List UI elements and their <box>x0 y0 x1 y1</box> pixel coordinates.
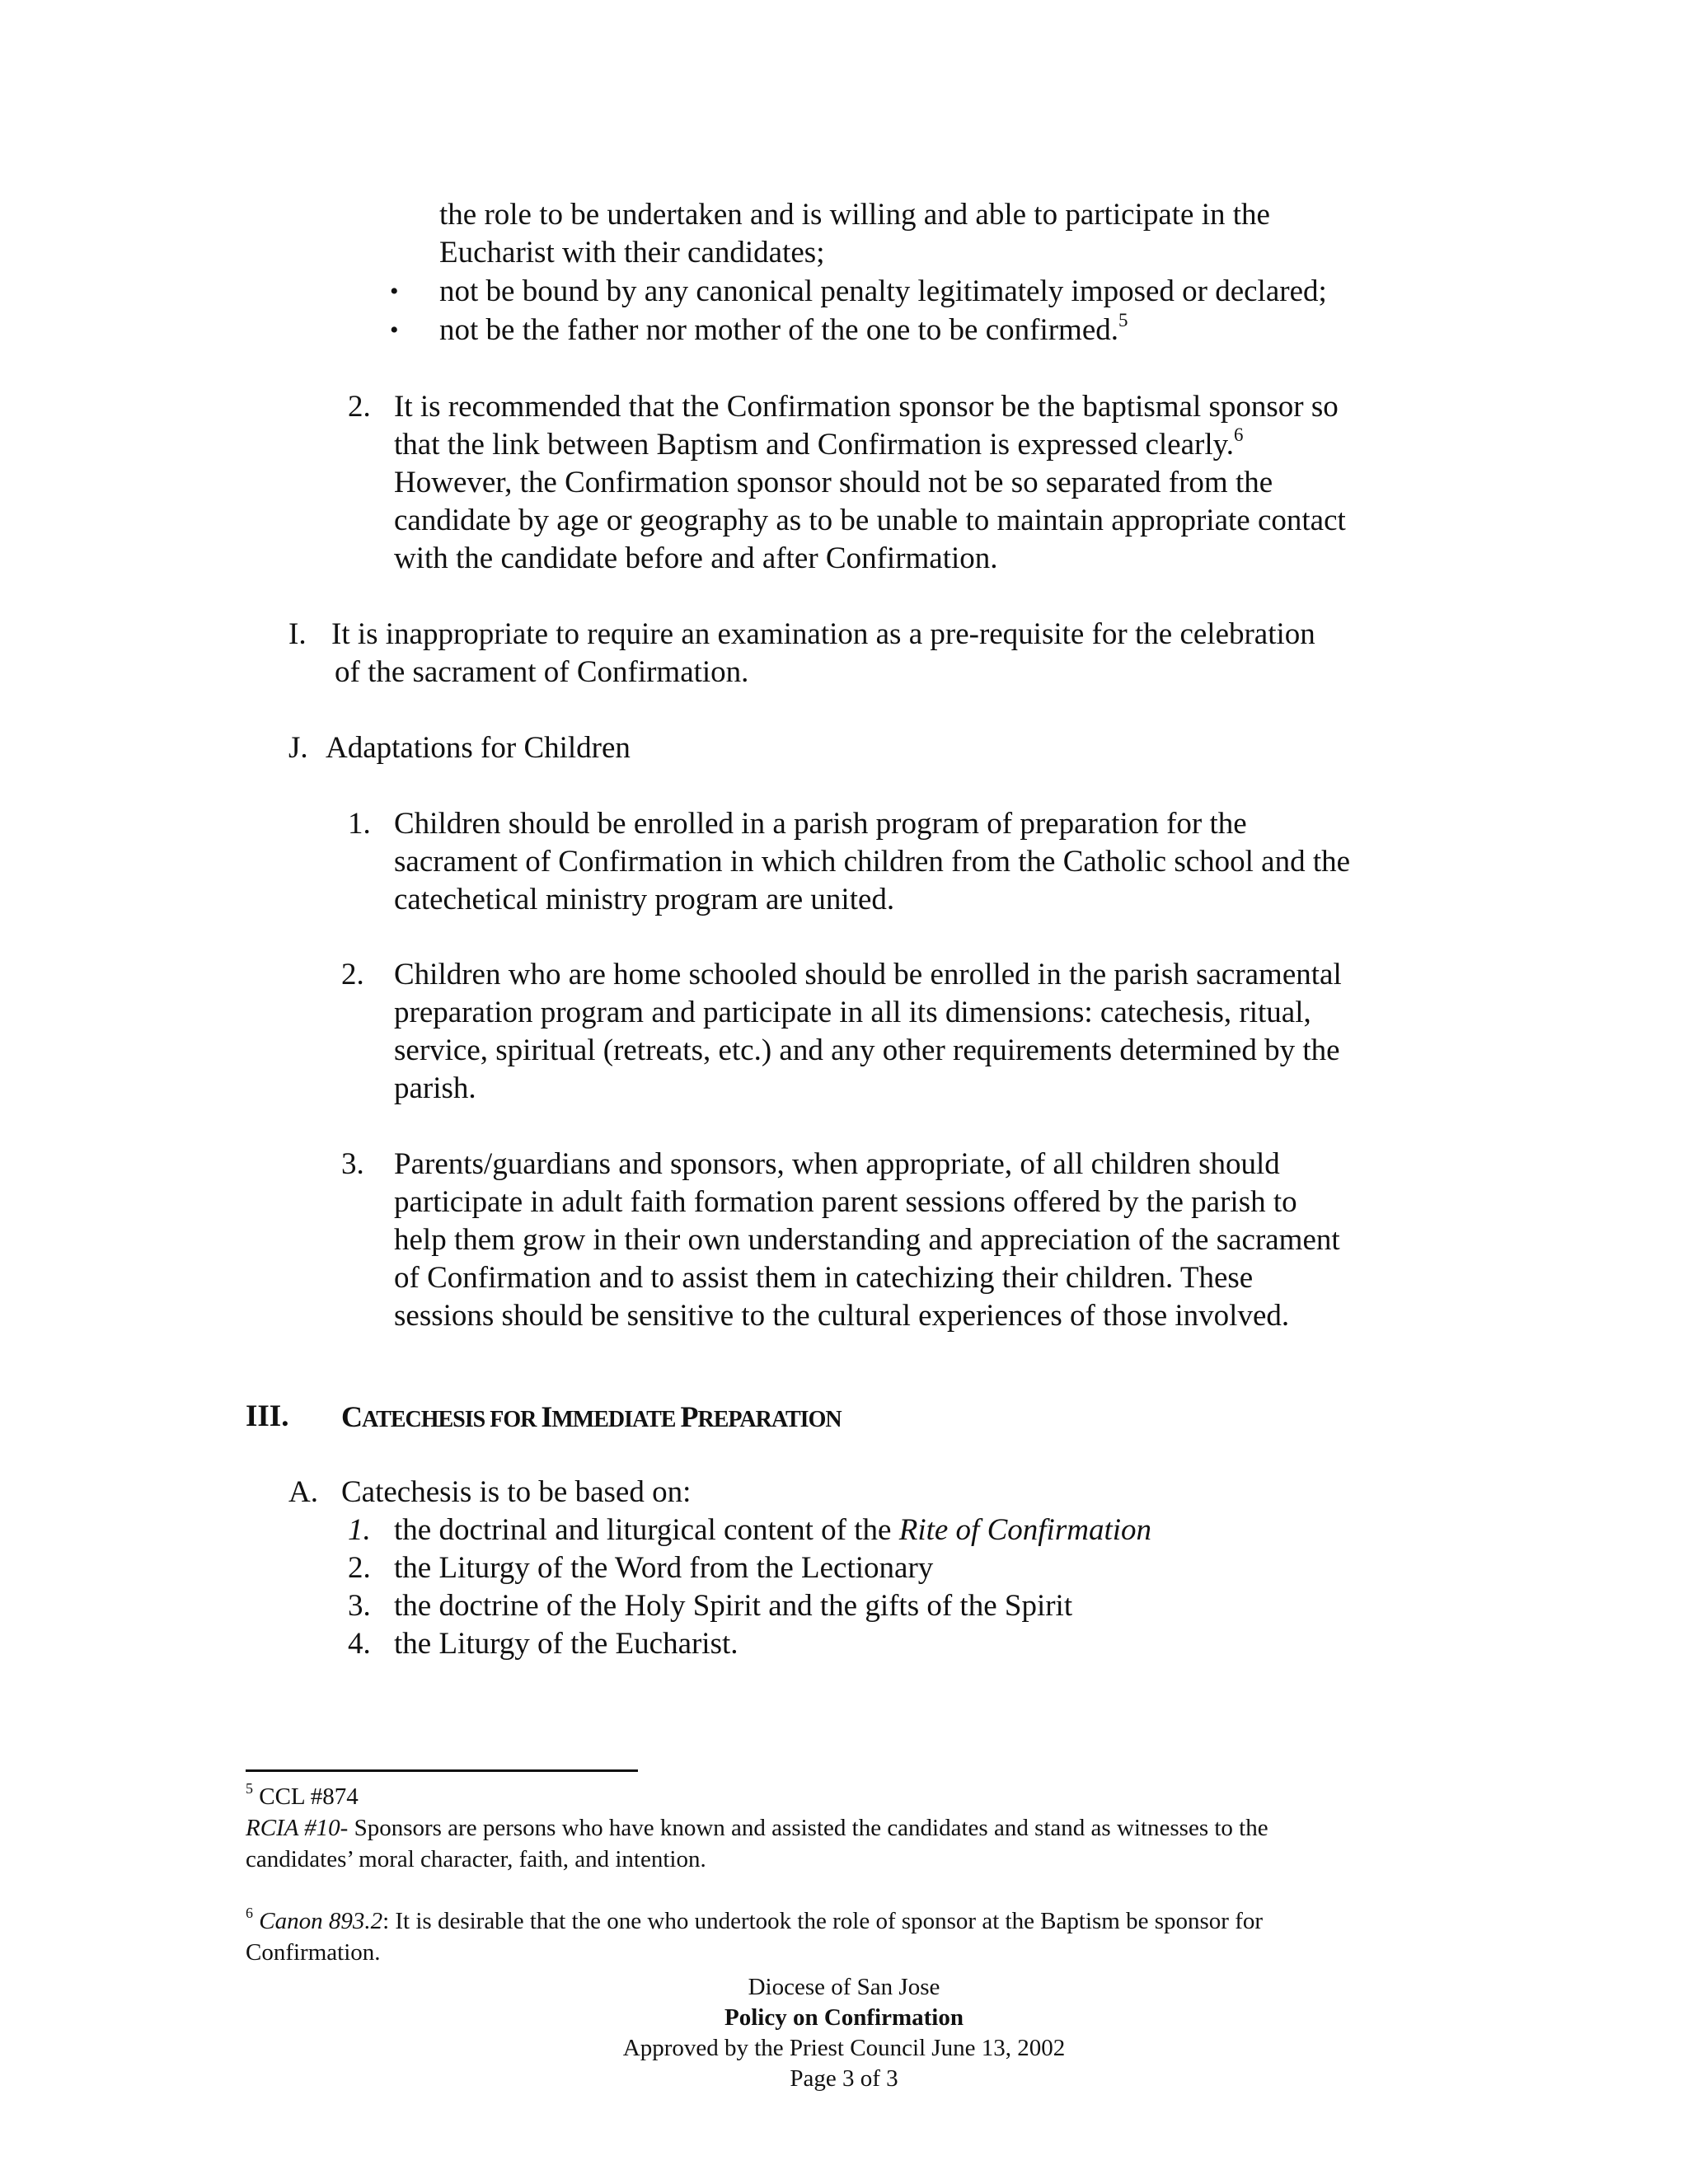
catechesis-item: the Liturgy of the Word from the Lectionary <box>394 1551 934 1585</box>
footer-title: Policy on Confirmation <box>724 2004 964 2031</box>
bullet-text: not be bound by any canonical penalty legitimately imposed or declared; <box>439 274 1327 308</box>
item-number: 2. <box>348 390 371 424</box>
item-h2-line-4: candidate by age or geography as to be unable to maintain appropriate contact <box>394 504 1346 537</box>
bullet-marker: • <box>390 316 399 344</box>
catechesis-item: the doctrine of the Holy Spirit and the gifts of the Spirit <box>394 1589 1073 1623</box>
item-number: 3. <box>348 1589 371 1623</box>
item-h2-line-3: However, the Confirmation sponsor should not be so separated from the <box>394 466 1273 499</box>
footnote-5-line-3: candidates’ moral character, faith, and intention. <box>246 1846 706 1872</box>
item-line: parish. <box>394 1071 476 1105</box>
item-line: sessions should be sensitive to the cultural experiences of those involved. <box>394 1299 1290 1333</box>
footer-org: Diocese of San Jose <box>748 1974 940 2000</box>
section-i-line-2: of the sacrament of Confirmation. <box>335 655 749 689</box>
continuation-line-1: the role to be undertaken and is willing and able to participate in the <box>439 198 1270 232</box>
section-i-line-1: It is inappropriate to require an examination as a pre-requisite for the celebration <box>331 617 1315 651</box>
section-j-title: Adaptations for Children <box>326 731 631 765</box>
footer-approval: Approved by the Priest Council June 13, 2002 <box>622 2035 1066 2061</box>
subsection-letter: A. <box>288 1475 318 1509</box>
item-line: preparation program and participate in all its dimensions: catechesis, ritual, <box>394 996 1311 1029</box>
catechesis-item: the doctrinal and liturgical content of the Rite of Confirmation <box>394 1513 1151 1547</box>
item-line: participate in adult faith formation parent sessions offered by the parish to <box>394 1185 1297 1219</box>
item-h2-line-5: with the candidate before and after Confirmation. <box>394 541 998 575</box>
footnote-6-line-1: $^6$ Canon 893.2: It is desirable that the one who undertook the role of sponsor at the Baptism be sponsor for <box>246 1905 1264 1934</box>
section-iii-numeral: III. <box>246 1399 289 1433</box>
item-number: 1. <box>348 1513 371 1547</box>
footnote-ref-6[interactable]: 6 <box>1233 424 1244 445</box>
item-line: Parents/guardians and sponsors, when appropriate, of all children should <box>394 1147 1280 1181</box>
footnote-separator <box>246 1769 638 1772</box>
footer-page-number: Page 3 of 3 <box>790 2065 898 2092</box>
item-number: 2. <box>348 1551 371 1585</box>
item-line: help them grow in their own understanding and appreciation of the sacrament <box>394 1223 1340 1257</box>
item-h2-line-1: It is recommended that the Confirmation sponsor be the baptismal sponsor so <box>394 390 1339 424</box>
rite-title: Rite of Confirmation <box>898 1513 1151 1547</box>
catechesis-item: the Liturgy of the Eucharist. <box>394 1627 738 1661</box>
item-line: Children who are home schooled should be enrolled in the parish sacramental <box>394 958 1342 991</box>
item-number: 1. <box>348 807 371 841</box>
item-h2-line-2: that the link between Baptism and Confirmation is expressed clearly.$^6$ <box>394 424 1244 462</box>
footnote-ref-5[interactable]: 5 <box>1118 309 1128 330</box>
item-line: of Confirmation and to assist them in catechizing their children. These <box>394 1261 1254 1295</box>
section-iii-title: CATECHESIS FOR IMMEDIATE PREPARATION <box>341 1400 842 1433</box>
continuation-line-2: Eucharist with their candidates; <box>439 236 825 269</box>
subsection-a-title: Catechesis is to be based on: <box>341 1475 692 1509</box>
footnote-5-line-2: RCIA #10- Sponsors are persons who have known and assisted the candidates and stand as witnesses to the <box>246 1815 1268 1841</box>
section-letter: J. <box>288 731 308 765</box>
item-number: 4. <box>348 1627 371 1661</box>
item-line: Children should be enrolled in a parish program of preparation for the <box>394 807 1247 841</box>
footnote-6-line-2: Confirmation. <box>246 1939 381 1966</box>
section-letter: I. <box>288 617 307 651</box>
footnote-5-line-1: $^5$ CCL #874 <box>246 1780 359 1810</box>
item-number: 2. <box>341 958 364 991</box>
item-number: 3. <box>341 1147 364 1181</box>
bullet-marker: • <box>390 278 399 305</box>
item-line: service, spiritual (retreats, etc.) and any other requirements determined by the <box>394 1033 1340 1067</box>
bullet-text: not be the father nor mother of the one to be confirmed.$^5$ <box>439 309 1128 347</box>
item-line: catechetical ministry program are united. <box>394 883 895 916</box>
item-line: sacrament of Confirmation in which children from the Catholic school and the <box>394 845 1351 879</box>
